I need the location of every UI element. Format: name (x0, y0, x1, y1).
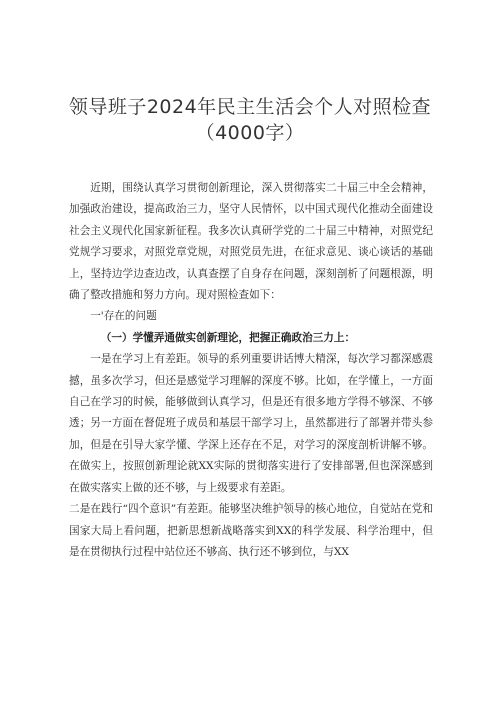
document-body (69, 178, 433, 563)
document-title: 领导班子2024年民主生活会个人对照检查 (68, 96, 432, 118)
document-subtitle: （4000字） (195, 122, 305, 144)
body-paragraph: 二是在践行“四个意识”有差距。能够坚决维护领导的核心地位，自觉站在党和国家大局上看问题，把新思想新战略落实到XX的科学发展、科学治理中，但是在贯彻执行过程中站位还不够高、执行还不够到位，与XX (69, 503, 433, 558)
subsection-heading: （一）学懂弄通做实创新理论，把握正确政治三力上： (100, 331, 356, 344)
intro-paragraph: 近期，围绕认真学习贯彻创新理论，深入贯彻落实二十届三中全会精神，加强政治建设，提高政治三力，坚守人民情怀，以中国式现代化推动全面建设社会主义现代化国家新征程。我多次认真研学党的二十届三中精神，对照党纪党规学习要求，对照党章党规，对照党员先进，在征求意见、谈心谈话的基础上，坚持边学边查边改，认真查摆了自身存在问题，深刻剖析了问题根源，明确了整改措施和努力方向。现对照检查如下： (69, 182, 433, 302)
body-paragraph: 一是在学习上有差距。领导的系列重要讲话博大精深，每次学习都深感震撼，虽多次学习，但还是感觉学习理解的深度不够。比如，在学懂上，一方面自己在学习的时候，能够做到认真学习，但是还有很多地方学得不够深、不够透；另一方面在督促班子成员和基层干部学习上，虽然都进行了部署并带头参加，但是在引导大家学懂、学深上还存在不足，对学习的深度剖析讲解不够。在做实上，按照创新理论就XX实际的贯彻落实进行了安排部署,但也深深感到在做实落实上做的还不够，与上级要求有差距。 (69, 353, 433, 494)
section-heading: 一'存在的问题 (90, 310, 157, 323)
